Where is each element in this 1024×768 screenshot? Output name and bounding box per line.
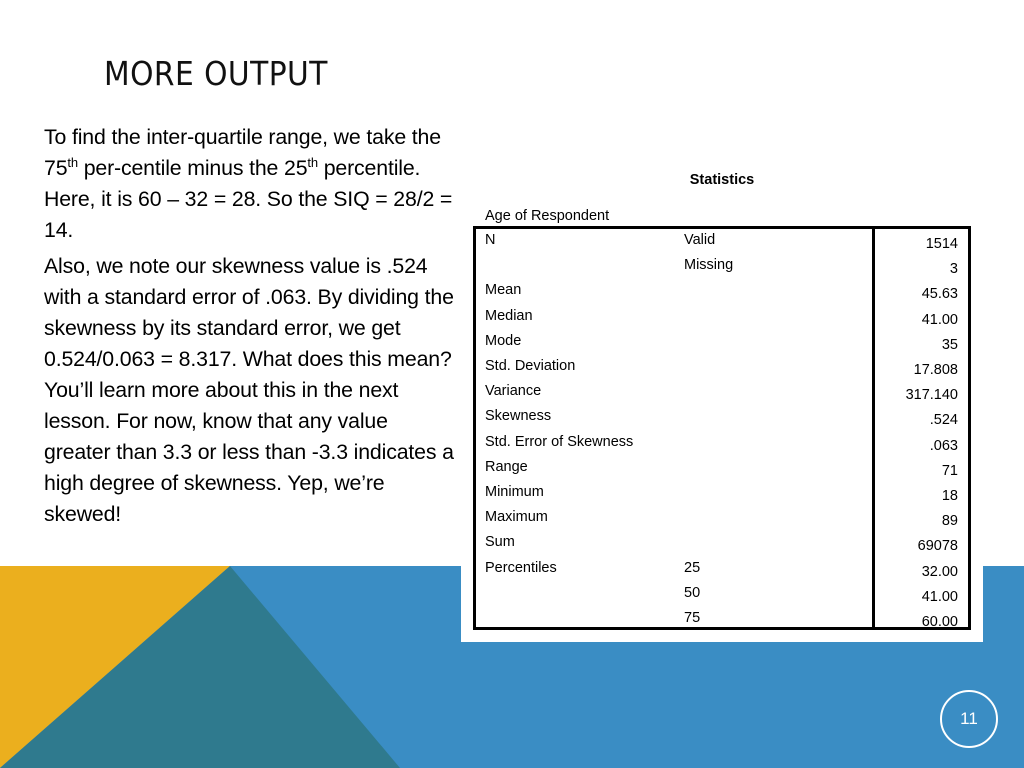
table-row bbox=[476, 405, 968, 430]
row-label: Minimum bbox=[485, 484, 544, 500]
table-row bbox=[476, 557, 968, 582]
table-row bbox=[476, 431, 968, 456]
statistics-table bbox=[473, 226, 971, 630]
table-row bbox=[476, 254, 968, 279]
row-value: 1514 bbox=[925, 236, 958, 252]
row-label: Maximum bbox=[485, 509, 548, 526]
statistics-panel bbox=[461, 168, 983, 642]
row-value: 41.00 bbox=[921, 311, 958, 328]
body-text bbox=[44, 122, 454, 535]
table-row bbox=[476, 531, 968, 556]
row-value: 69078 bbox=[917, 538, 958, 555]
table-row bbox=[476, 582, 968, 607]
row-value: 60.00 bbox=[921, 614, 958, 630]
row-label: Median bbox=[485, 307, 533, 324]
row-label: Std. Deviation bbox=[485, 358, 576, 374]
paragraph-skewness: Also, we note our skewness value is .524 with a standard error of .063. By dividing the skewness by its standard error, we get 0.524/0.063 = 8.317. What does this mean? You’ll learn more about this in the next lesson. For now, know that any value greater than 3.3 or less than -3.3 indicates a high degree of skewness. Yep, we’re skewed! bbox=[44, 254, 454, 526]
table-row bbox=[476, 456, 968, 481]
row-sublabel: 75 bbox=[684, 610, 701, 626]
table-row bbox=[476, 506, 968, 531]
row-sublabel: Missing bbox=[684, 257, 734, 274]
row-value: 18 bbox=[941, 488, 958, 504]
row-sublabel: Valid bbox=[684, 232, 716, 248]
variable-label: Age of Respondent bbox=[485, 208, 610, 224]
row-sublabel: 25 bbox=[684, 559, 701, 576]
row-label: Sum bbox=[485, 534, 515, 551]
row-value: 3 bbox=[949, 261, 958, 278]
table-row bbox=[476, 229, 968, 254]
row-label: Percentiles bbox=[485, 559, 557, 576]
row-value: .524 bbox=[929, 412, 958, 429]
row-value: 17.808 bbox=[913, 362, 958, 378]
table-row bbox=[476, 607, 968, 632]
row-label: Mean bbox=[485, 282, 522, 299]
row-label: Variance bbox=[485, 383, 542, 400]
page-number: 11 bbox=[940, 690, 998, 748]
table-row bbox=[476, 481, 968, 506]
row-value: 41.00 bbox=[921, 588, 958, 605]
row-sublabel: 50 bbox=[684, 584, 701, 601]
row-label: Range bbox=[485, 458, 528, 475]
row-value: 45.63 bbox=[921, 286, 958, 303]
row-label: Std. Error of Skewness bbox=[485, 433, 634, 450]
table-row bbox=[476, 330, 968, 355]
row-value: 89 bbox=[941, 513, 958, 530]
row-value: .063 bbox=[929, 437, 958, 454]
row-value: 317.140 bbox=[905, 387, 958, 404]
table-row bbox=[476, 305, 968, 330]
row-value: 35 bbox=[941, 336, 958, 353]
row-label: Skewness bbox=[485, 408, 552, 425]
slide-title: MORE OUTPUT bbox=[104, 54, 328, 93]
row-value: 32.00 bbox=[921, 563, 958, 580]
row-value: 71 bbox=[941, 462, 958, 479]
statistics-title: Statistics bbox=[689, 172, 755, 188]
table-row bbox=[476, 380, 968, 405]
paragraph-iqr: To find the inter-quartile range, we take the 75th per-centile minus the 25th percentile. Here, it is 60 – 32 = 28. So the SIQ = 28/2 = 14. bbox=[44, 125, 453, 242]
row-label: Mode bbox=[485, 332, 522, 349]
row-label: N bbox=[485, 232, 496, 248]
table-row bbox=[476, 279, 968, 304]
table-row bbox=[476, 355, 968, 380]
